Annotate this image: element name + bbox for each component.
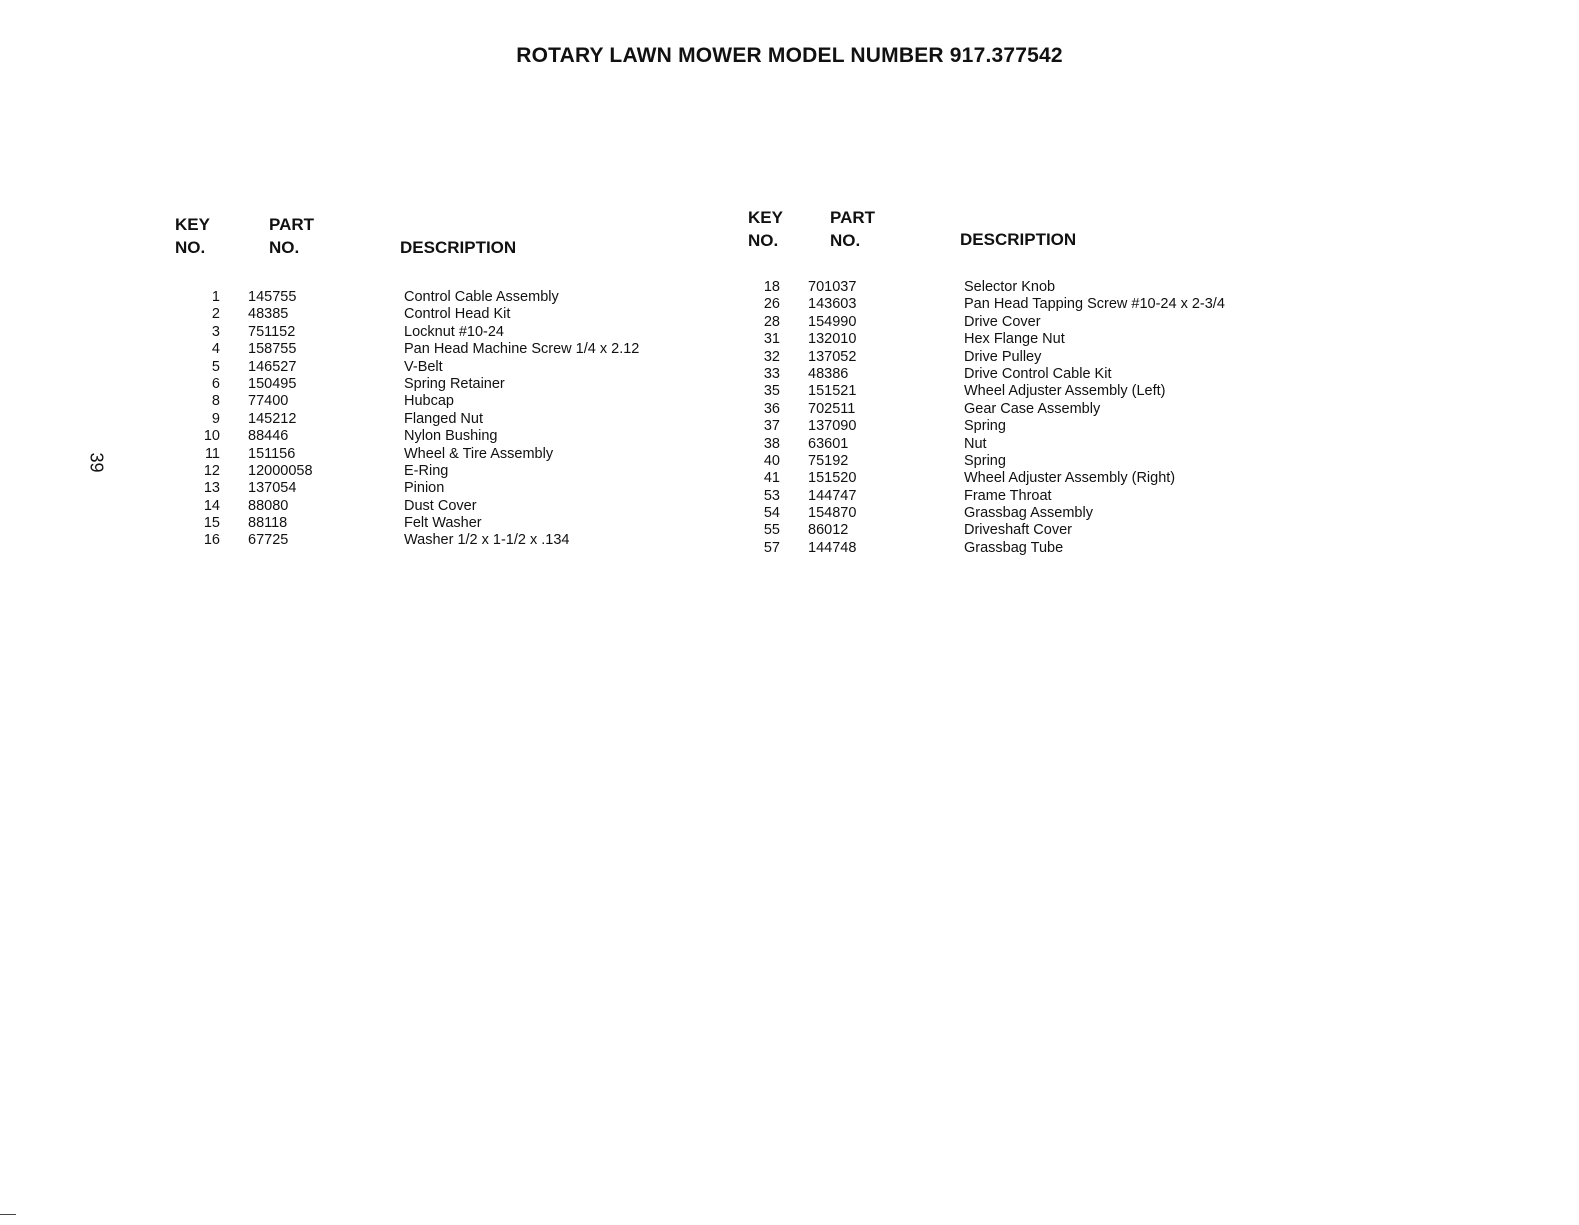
- table-row: [150, 359, 710, 376]
- key-number: 35: [763, 383, 780, 400]
- part-description: Drive Pulley: [964, 348, 1042, 365]
- key-number: 40: [763, 452, 780, 469]
- key-number: 32: [763, 348, 780, 365]
- part-description: Grassbag Assembly: [964, 505, 1093, 522]
- part-number: 751152: [248, 323, 296, 340]
- part-number: 144748: [808, 539, 857, 556]
- part-number: 86012: [808, 522, 849, 539]
- table-row: [150, 411, 710, 428]
- part-description: Control Cable Assembly: [404, 289, 559, 305]
- part-description: Pan Head Machine Screw 1/4 x 2.12: [404, 341, 640, 358]
- key-number: 11: [204, 445, 220, 462]
- part-number: 137052: [808, 348, 857, 365]
- table-row: [150, 532, 710, 549]
- table-row: [150, 376, 710, 393]
- key-number: 1: [211, 289, 220, 305]
- part-description: Drive Control Cable Kit: [964, 365, 1112, 382]
- part-number: 145755: [248, 289, 297, 305]
- key-number: 28: [763, 313, 780, 330]
- right-key-header: [748, 206, 783, 252]
- key-number: 2: [211, 306, 220, 323]
- part-number: 48385: [248, 306, 289, 323]
- key-number: 6: [211, 375, 220, 392]
- table-row: [730, 488, 1350, 505]
- table-row: [730, 296, 1350, 313]
- key-number: 13: [203, 480, 220, 497]
- part-description: Hex Flange Nut: [964, 331, 1065, 348]
- table-row: [730, 366, 1350, 383]
- part-number: 150495: [248, 375, 297, 392]
- table-row: [150, 446, 710, 463]
- table-row: [730, 349, 1350, 366]
- left-key-header-line1: KEY: [175, 215, 210, 234]
- part-number: 151521: [808, 383, 857, 400]
- part-number: 137054: [248, 480, 297, 497]
- left-part-header-line1: PART: [269, 215, 315, 234]
- key-number: 16: [203, 532, 220, 549]
- part-description: Nylon Bushing: [404, 428, 498, 445]
- right-parts-table: [730, 279, 1350, 557]
- part-description: Grassbag Tube: [964, 539, 1064, 556]
- table-row: [150, 428, 710, 445]
- left-part-header-line2: NO.: [269, 238, 300, 257]
- right-part-header-line2: NO.: [830, 231, 861, 250]
- key-number: 5: [211, 358, 220, 375]
- table-row: [730, 279, 1350, 296]
- part-description: Gear Case Assembly: [964, 400, 1101, 417]
- key-number: 33: [763, 365, 780, 382]
- key-number: 4: [211, 341, 220, 358]
- part-number: 77400: [248, 393, 289, 410]
- part-description: Wheel Adjuster Assembly (Left): [964, 383, 1166, 400]
- part-description: Pinion: [404, 480, 445, 497]
- table-row: [730, 383, 1350, 400]
- part-description: Flanged Nut: [404, 410, 483, 427]
- key-number: 26: [763, 296, 780, 313]
- part-number: 137090: [808, 418, 857, 435]
- page-number: 39: [86, 452, 107, 473]
- part-description: Selector Knob: [964, 279, 1056, 295]
- part-description: V-Belt: [404, 358, 443, 375]
- table-row: [730, 401, 1350, 418]
- part-description: Nut: [964, 435, 987, 452]
- key-number: 38: [763, 435, 780, 452]
- part-description: Felt Washer: [404, 515, 482, 532]
- part-description: Control Head Kit: [404, 306, 511, 323]
- table-row: [730, 540, 1350, 557]
- part-description: E-Ring: [404, 462, 449, 479]
- key-number: 3: [211, 323, 220, 340]
- table-row: [150, 498, 710, 515]
- page-edge-mark: [0, 1214, 16, 1215]
- table-row: [150, 463, 710, 480]
- part-number: 88446: [248, 428, 289, 445]
- part-description: Washer 1/2 x 1-1/2 x .134: [404, 532, 570, 549]
- left-part-header: [269, 213, 314, 259]
- key-number: 18: [763, 279, 780, 295]
- key-number: 12: [203, 462, 220, 479]
- table-row: [730, 453, 1350, 470]
- part-description: Spring: [964, 452, 1006, 469]
- part-number: 88080: [248, 497, 289, 514]
- part-number: 702511: [808, 400, 856, 417]
- table-row: [730, 505, 1350, 522]
- part-number: 151520: [808, 470, 857, 487]
- table-row: [150, 480, 710, 497]
- part-description: Dust Cover: [404, 497, 477, 514]
- part-description: Spring: [964, 418, 1006, 435]
- left-key-header: [175, 213, 210, 259]
- right-part-header-line1: PART: [830, 208, 876, 227]
- part-description: Locknut #10-24: [404, 323, 504, 340]
- key-number: 8: [211, 393, 220, 410]
- right-part-header: [830, 206, 875, 252]
- part-number: 146527: [248, 358, 297, 375]
- part-number: 48386: [808, 365, 849, 382]
- right-key-header-line2: NO.: [748, 231, 779, 250]
- key-number: 54: [763, 505, 780, 522]
- key-number: 36: [763, 400, 780, 417]
- part-number: 143603: [808, 296, 857, 313]
- part-number: 63601: [808, 435, 849, 452]
- part-description: Drive Cover: [964, 313, 1041, 330]
- part-number: 75192: [808, 452, 849, 469]
- part-number: 158755: [248, 341, 297, 358]
- part-number: 154990: [808, 313, 857, 330]
- part-description: Wheel & Tire Assembly: [404, 445, 554, 462]
- key-number: 37: [763, 418, 780, 435]
- right-key-header-line1: KEY: [748, 208, 783, 227]
- part-description: Pan Head Tapping Screw #10-24 x 2-3/4: [964, 296, 1225, 313]
- part-number: 67725: [248, 532, 289, 549]
- key-number: 31: [763, 331, 780, 348]
- table-row: [730, 522, 1350, 539]
- part-number: 12000058: [248, 462, 313, 479]
- table-row: [150, 306, 710, 323]
- table-row: [730, 436, 1350, 453]
- table-row: [150, 289, 710, 306]
- right-description-header: DESCRIPTION: [960, 230, 1077, 249]
- key-number: 55: [763, 522, 780, 539]
- part-number: 144747: [808, 487, 857, 504]
- part-description: Driveshaft Cover: [964, 522, 1072, 539]
- part-description: Wheel Adjuster Assembly (Right): [964, 470, 1176, 487]
- key-number: 10: [203, 428, 220, 445]
- page-title: ROTARY LAWN MOWER MODEL NUMBER 917.377542: [516, 44, 1063, 67]
- part-number: 132010: [808, 331, 857, 348]
- part-description: Spring Retainer: [404, 375, 505, 392]
- part-description: Hubcap: [404, 393, 454, 410]
- left-key-header-line2: NO.: [175, 238, 206, 257]
- table-row: [730, 418, 1350, 435]
- table-row: [730, 331, 1350, 348]
- part-number: 88118: [248, 515, 288, 532]
- part-number: 145212: [248, 410, 297, 427]
- part-description: Frame Throat: [964, 487, 1052, 504]
- table-row: [150, 341, 710, 358]
- key-number: 14: [203, 497, 220, 514]
- table-row: [730, 314, 1350, 331]
- key-number: 15: [203, 515, 220, 532]
- key-number: 41: [763, 470, 780, 487]
- left-parts-table: [150, 289, 710, 550]
- table-row: [150, 515, 710, 532]
- table-row: [150, 393, 710, 410]
- part-number: 151156: [248, 445, 296, 462]
- table-row: [150, 324, 710, 341]
- table-row: [730, 470, 1350, 487]
- part-number: 701037: [808, 279, 857, 295]
- left-description-header: DESCRIPTION: [400, 238, 517, 257]
- key-number: 9: [211, 410, 220, 427]
- part-number: 154870: [808, 505, 857, 522]
- key-number: 57: [763, 539, 780, 556]
- key-number: 53: [763, 487, 780, 504]
